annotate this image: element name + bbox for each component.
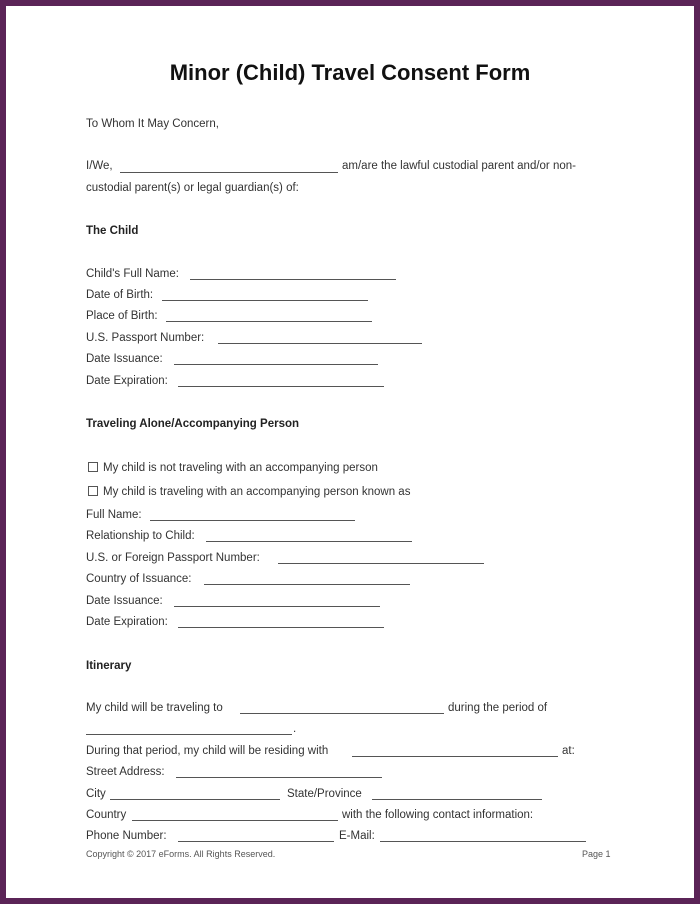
checkbox-icon[interactable] <box>88 462 98 472</box>
country-issuance-label: Country of Issuance: <box>86 573 192 585</box>
child-dob-label: Date of Birth: <box>86 289 154 301</box>
child-full-name-field[interactable] <box>190 279 396 280</box>
travel-section-heading: Traveling Alone/Accompanying Person <box>86 418 300 430</box>
phone-field[interactable] <box>178 841 334 842</box>
child-issuance-field[interactable] <box>174 364 378 365</box>
form-title: Minor (Child) Travel Consent Form <box>169 60 531 85</box>
phone-label: Phone Number: <box>86 830 167 842</box>
child-expiration-field[interactable] <box>178 386 384 387</box>
country-label: Country <box>86 809 127 821</box>
child-expiration-label: Date Expiration: <box>86 375 168 387</box>
companion-passport-field[interactable] <box>278 563 484 564</box>
option-accompanied[interactable] <box>88 485 410 499</box>
salutation: To Whom It May Concern, <box>86 118 219 130</box>
companion-issuance-label: Date Issuance: <box>86 595 163 607</box>
country-field[interactable] <box>132 820 338 821</box>
child-issuance-label: Date Issuance: <box>86 353 163 365</box>
option-alone[interactable] <box>88 461 378 475</box>
intro-suffix: am/are the lawful custodial parent and/or non- <box>342 160 576 172</box>
destination-field[interactable] <box>240 713 444 714</box>
intro-line2: custodial parent(s) or legal guardian(s) of: <box>86 182 299 194</box>
email-field[interactable] <box>380 841 586 842</box>
companion-name-field[interactable] <box>150 520 355 521</box>
residing-with-field[interactable] <box>352 756 558 757</box>
option-accompanied-label: My child is traveling with an accompanying person known as <box>103 486 411 498</box>
contact-info-label: with the following contact information: <box>342 809 534 821</box>
page-number: Page 1 <box>582 849 611 859</box>
street-field[interactable] <box>176 777 382 778</box>
form-page <box>6 6 694 898</box>
copyright: Copyright © 2017 eForms. All Rights Reserved. <box>86 849 276 859</box>
period-field[interactable] <box>86 734 292 735</box>
companion-passport-label: U.S. or Foreign Passport Number: <box>86 552 260 564</box>
country-issuance-field[interactable] <box>204 584 410 585</box>
period-end: . <box>293 723 297 735</box>
city-label: City <box>86 788 106 800</box>
relationship-label: Relationship to Child: <box>86 530 195 542</box>
state-label: State/Province <box>287 788 362 800</box>
traveling-to-label: My child will be traveling to <box>86 702 223 714</box>
state-field[interactable] <box>372 799 542 800</box>
companion-expiration-label: Date Expiration: <box>86 616 168 628</box>
companion-issuance-field[interactable] <box>174 606 380 607</box>
relationship-field[interactable] <box>206 541 412 542</box>
checkbox-icon[interactable] <box>88 486 98 496</box>
parent-name-field[interactable] <box>120 172 338 173</box>
at-label: at: <box>562 745 575 757</box>
child-passport-label: U.S. Passport Number: <box>86 332 205 344</box>
child-full-name-label: Child's Full Name: <box>86 268 179 280</box>
street-label: Street Address: <box>86 766 165 778</box>
child-passport-field[interactable] <box>218 343 422 344</box>
child-pob-label: Place of Birth: <box>86 310 158 322</box>
email-label: E-Mail: <box>339 830 375 842</box>
child-pob-field[interactable] <box>166 321 372 322</box>
child-dob-field[interactable] <box>162 300 368 301</box>
companion-name-label: Full Name: <box>86 509 142 521</box>
city-field[interactable] <box>110 799 280 800</box>
option-alone-label: My child is not traveling with an accompanying person <box>103 462 378 474</box>
companion-expiration-field[interactable] <box>178 627 384 628</box>
itinerary-heading: Itinerary <box>86 660 132 672</box>
child-section-heading: The Child <box>86 225 139 237</box>
during-period-label: during the period of <box>448 702 548 714</box>
intro-prefix: I/We, <box>86 160 113 172</box>
residing-with-label: During that period, my child will be residing with <box>86 745 329 757</box>
